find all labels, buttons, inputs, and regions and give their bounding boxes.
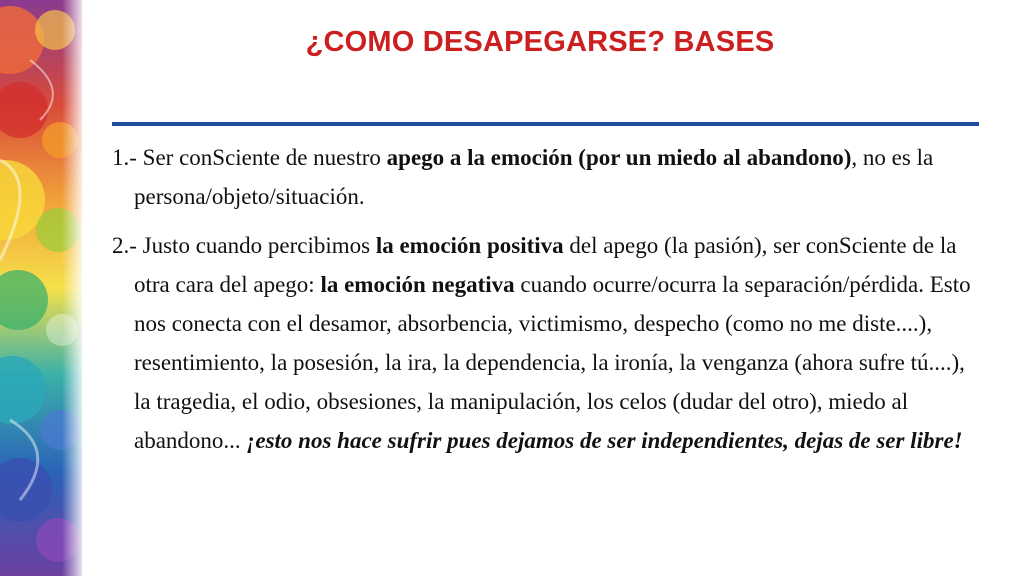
item-1-text-a: 1.- Ser conSciente de nuestro [112, 145, 387, 170]
item-2-bold-negative: la emoción negativa [320, 272, 515, 297]
title-divider [112, 122, 979, 126]
decor-fade [62, 0, 82, 576]
list-item-1 [112, 138, 972, 216]
item-2-bold-positive: la emoción positiva [375, 233, 564, 258]
item-2-text-a: 2.- Justo cuando percibimos [112, 233, 376, 258]
item-2-text-b: del apego (la pasión), ser conSciente de la otra cara del apego: [134, 233, 957, 297]
item-1-bold: apego a la emoción (por un miedo al abandono) [386, 145, 852, 170]
decorative-mandala-strip [0, 0, 82, 576]
slide-title: ¿COMO DESAPEGARSE? BASES [305, 26, 775, 58]
item-2-text-c: cuando ocurre/ocurra la separación/pérdida. Esto nos conecta con el desamor, absorbencia, victimismo, despecho (como no me diste....), resentimiento, la posesión, la ira, la dependencia, la ironía, la venganza (ahora sufre tú....), la tragedia, el odio, obsesiones, la manipulación, los celos (dudar del otro), miedo al abandono... [134, 272, 971, 453]
item-2-emphasis: ¡esto nos hace sufrir pues dejamos de ser independientes, dejas de ser libre! [246, 428, 963, 453]
list-item-2 [112, 226, 972, 460]
slide-body [112, 138, 972, 470]
item-1-text-b: , no es la persona/objeto/situación. [134, 145, 934, 209]
